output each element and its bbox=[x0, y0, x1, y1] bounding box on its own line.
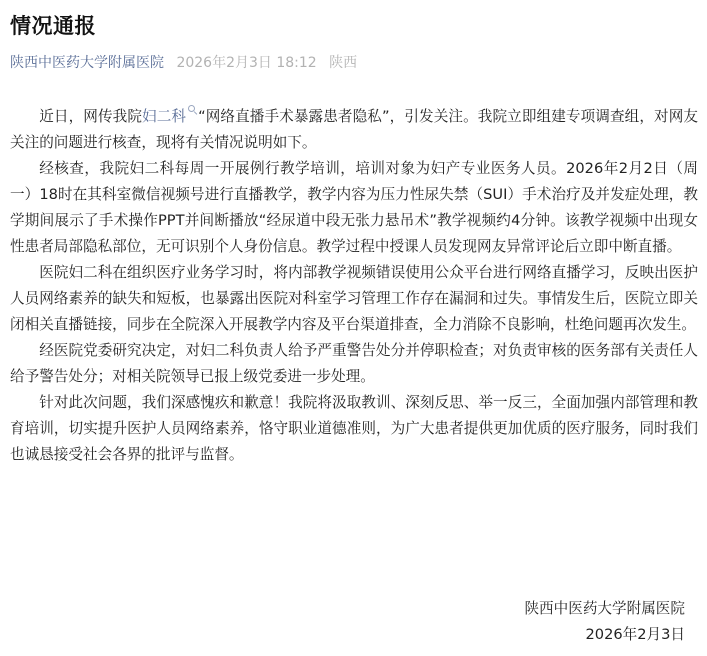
paragraph-4: 经医院党委研究决定，对妇二科负责人给予严重警告处分并停职检查；对负责审核的医务部有关责任人给予警告处分；对相关院领导已报上级党委进一步处理。 bbox=[10, 342, 698, 385]
paragraph-5: 针对此次问题，我们深感愧疚和歉意！我院将汲取教训、深刻反思、举一反三，全面加强内部管理和教育培训，切实提升医护人员网络素养，恪守职业道德准则，为广大患者提供更加优质的医疗服务，同时我们也诚恳接受社会各界的批评与监督。 bbox=[10, 394, 698, 463]
article-meta bbox=[10, 52, 700, 74]
paragraph-1-text-a: 近日，网传我院 bbox=[39, 108, 143, 125]
signature-org: 陕西中医药大学附属医院 bbox=[524, 600, 685, 617]
paragraph-1-text-b: “网络直播手术暴露患者隐私”，引发关注。我院立即组建专项调查组，对网友关注的问题进行核查，现将有关情况说明如下。 bbox=[10, 108, 698, 151]
account-name-link[interactable]: 陕西中医药大学附属医院 bbox=[10, 55, 164, 71]
signature-block bbox=[524, 596, 685, 648]
paragraph-1 bbox=[10, 104, 698, 156]
article bbox=[10, 10, 700, 468]
publish-location: 陕西 bbox=[329, 55, 358, 71]
search-icon[interactable] bbox=[188, 105, 197, 114]
paragraph-2: 经核查，我院妇二科每周一开展例行教学培训，培训对象为妇产专业医务人员。2026年2月2日（周一）18时在其科室微信视频号进行直播教学，教学内容为压力性尿失禁（SUI）手术治疗及并发症处理，教学期间展示了手术操作PPT并间断播放“经尿道中段无张力悬吊术”教学视频约4分钟。该教学视频中出现女性患者局部隐私部位，无可识别个人身份信息。教学过程中授课人员发现网友异常评论后立即中断直播。 bbox=[10, 160, 698, 255]
search-keyword-link[interactable]: 妇二科 bbox=[142, 108, 187, 125]
article-title: 情况通报 bbox=[10, 14, 96, 38]
article-content bbox=[10, 104, 700, 468]
signature-date: 2026年2月3日 bbox=[585, 626, 685, 643]
publish-date: 2026年2月3日 18:12 bbox=[176, 55, 317, 71]
paragraph-3: 医院妇二科在组织医疗业务学习时，将内部教学视频错误使用公众平台进行网络直播学习，反映出医护人员网络素养的缺失和短板，也暴露出医院对科室学习管理工作存在漏洞和过失。事情发生后，医院立即关闭相关直播链接，同步在全院深入开展教学内容及平台渠道排查，全力消除不良影响，杜绝问题再次发生。 bbox=[10, 264, 698, 333]
